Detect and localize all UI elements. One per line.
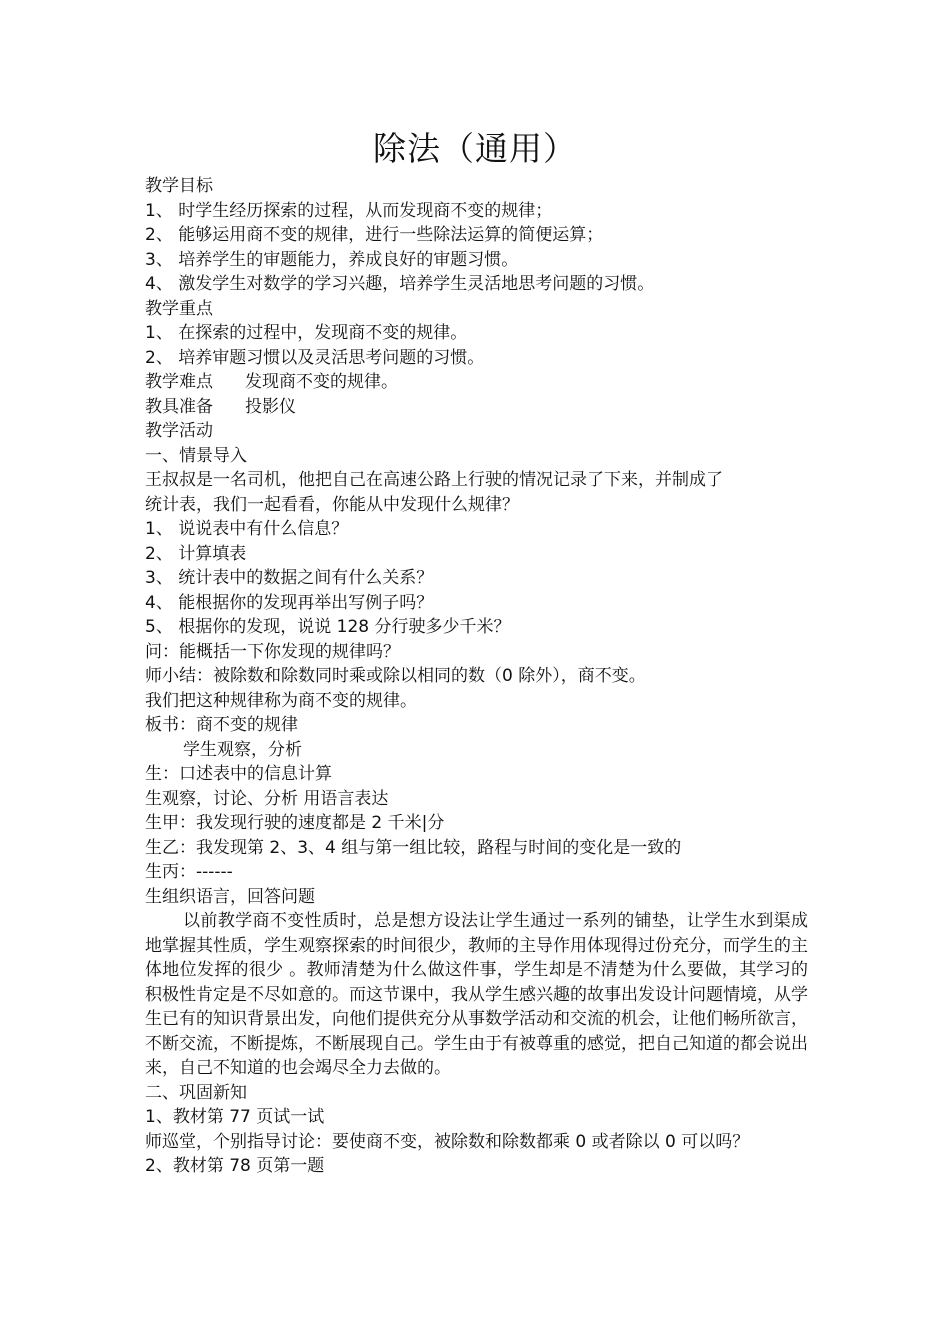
subsection-heading: 二、巩固新知	[145, 1082, 247, 1103]
text-line: 生：口述表中的信息计算	[145, 764, 332, 784]
reflection-paragraph: 以前教学商不变性质时，总是想方设法让学生通过一系列的铺垫，让学生水到渠成地掌握其性质，学生观察探索的时间很少，教师的主导作用体现得过份充分，而学生的主体地位发挥的很少 。教师清楚为什么做这件事，学生却是不清楚为什么要做，其学习的积极性肯定是不尽如意的。而这节课中，我从学生感兴趣的故事出发设计问题情境，从学生已有的知识背景出发，向他们提供充分从事数学活动和交流的机会，让他们畅所欲言，不断交流，不断提炼，不断展现自己。学生由于有被尊重的感觉，把自己知道的都会说出来，自己不知道的也会竭尽全力去做的。	[145, 911, 808, 1078]
list-item: 4、 能根据你的发现再举出写例子吗？	[145, 592, 434, 613]
text-line: 板书：商不变的规律	[145, 715, 298, 735]
text-line: 生观察，讨论、分析 用语言表达	[145, 788, 389, 809]
list-item: 2、 培养审题习惯以及灵活思考问题的习惯。	[145, 347, 485, 368]
tools-row	[145, 395, 808, 420]
text-line: 生甲：我发现行驶的速度都是 2 千米|分	[145, 813, 445, 833]
indented-line: 学生观察，分析	[183, 739, 302, 760]
tools-label: 教具准备	[145, 396, 213, 417]
list-item: 2、 计算填表	[145, 543, 247, 564]
subsection-heading: 一、情景导入	[145, 445, 247, 466]
list-item: 5、 根据你的发现，说说 128 分行驶多少千米？	[145, 617, 511, 637]
text-line: 1、教材第 77 页试一试	[145, 1107, 325, 1127]
tools-value: 投影仪	[245, 396, 296, 417]
text-line: 王叔叔是一名司机，他把自己在高速公路上行驶的情况记录了下来，并制成了	[145, 470, 723, 490]
text-line: 师小结：被除数和除数同时乘或除以相同的数（0 除外），商不变。	[145, 666, 646, 686]
difficulty-row	[145, 370, 808, 395]
section-heading-key-points: 教学重点	[145, 298, 213, 319]
list-item: 3、 培养学生的审题能力，养成良好的审题习惯。	[145, 249, 519, 270]
text-line: 问：能概括一下你发现的规律吗？	[145, 641, 400, 662]
list-item: 1、 在探索的过程中，发现商不变的规律。	[145, 323, 468, 343]
list-item: 1、 时学生经历探索的过程，从而发现商不变的规律；	[145, 200, 553, 221]
difficulty-label: 教学难点	[145, 372, 213, 392]
text-line: 生丙：------	[145, 862, 233, 882]
list-item: 2、 能够运用商不变的规律，进行一些除法运算的简便运算；	[145, 225, 604, 245]
section-heading-objectives: 教学目标	[145, 176, 213, 196]
text-line: 统计表，我们一起看看，你能从中发现什么规律？	[145, 494, 519, 515]
list-item: 3、 统计表中的数据之间有什么关系？	[145, 568, 434, 588]
list-item: 1、 说说表中有什么信息？	[145, 519, 349, 539]
list-item: 4、 激发学生对数学的学习兴趣，培养学生灵活地思考问题的习惯。	[145, 274, 655, 294]
text-line: 生乙：我发现第 2、3、4 组与第一组比较，路程与时间的变化是一致的	[145, 837, 682, 858]
text-line: 我们把这种规律称为商不变的规律。	[145, 690, 417, 711]
document-body	[145, 174, 808, 1179]
text-line: 2、教材第 78 页第一题	[145, 1156, 325, 1176]
section-heading-activities: 教学活动	[145, 421, 213, 441]
text-line: 师巡堂，个别指导讨论：要使商不变，被除数和除数都乘 0 或者除以 0 可以吗？	[145, 1131, 750, 1152]
document-title: 除法（通用）	[373, 129, 577, 168]
text-line: 生组织语言，回答问题	[145, 886, 315, 907]
difficulty-value: 发现商不变的规律。	[245, 372, 398, 392]
